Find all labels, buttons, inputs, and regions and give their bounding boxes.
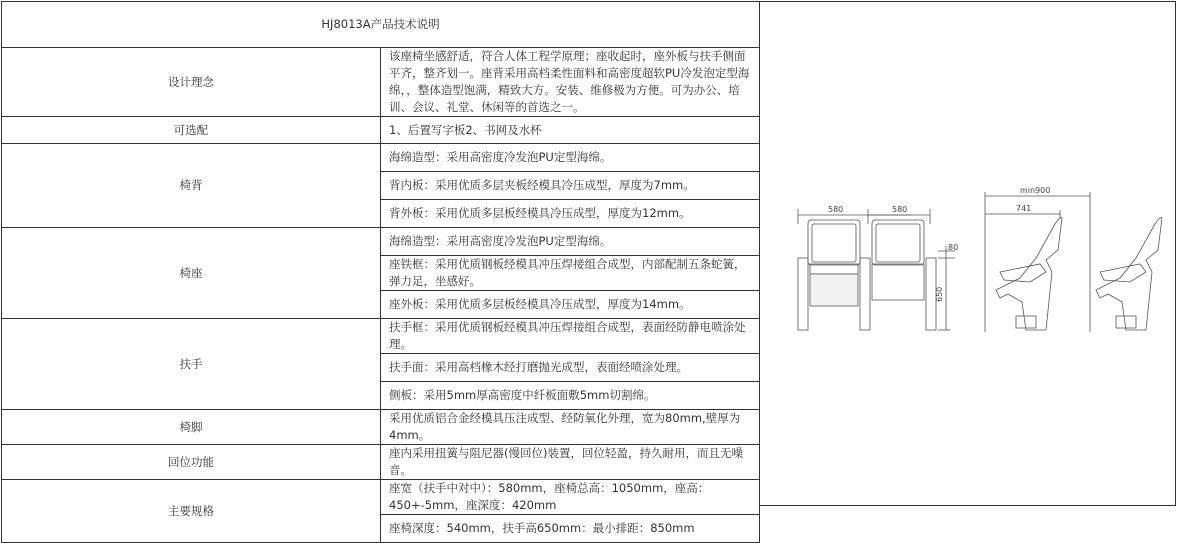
armrest-item: 扶手面：采用高档橡木经打磨抛光成型，表面经喷涂处理。 — [381, 354, 760, 382]
back-item: 背外板：采用优质多层板经模具冷压成型，厚度为12mm。 — [381, 200, 760, 228]
seat-item: 海绵造型：采用高密度冷发泡PU定型海绵。 — [381, 228, 760, 256]
armrest-label: 扶手 — [2, 319, 381, 410]
spec-table — [1, 1, 760, 543]
specs-item: 座宽（扶手中对中）：580mm，座椅总高：1050mm，座高：450+-5mm，座深度：420mm — [381, 480, 760, 515]
legs-label: 椅脚 — [2, 410, 381, 445]
side-depth: 741 — [1016, 204, 1032, 213]
front-width-left: 580 — [828, 205, 844, 214]
return-text: 座内采用扭簧与阻尼器(慢回位)装置，回位轻盈，持久耐用，而且无噪音。 — [381, 445, 760, 480]
design-text: 该座椅坐感舒适，符合人体工程学原理；座收起时，座外板与扶手侧面平齐，整齐划一。座背采用高档柔性面料和高密度超软PU冷发泡定型海绵，，整体造型饱满，精致大方。安装、维修极为方便。可为办公、培训、会议、礼堂、休闲等的首选之一。 — [381, 48, 760, 117]
page-title: HJ8013A产品技术说明 — [2, 2, 760, 48]
back-label: 椅背 — [2, 144, 381, 228]
back-item: 海绵造型：采用高密度冷发泡PU定型海绵。 — [381, 144, 760, 172]
seat-label: 椅座 — [2, 228, 381, 319]
options-label: 可选配 — [2, 117, 381, 144]
chair-drawing-panel — [760, 1, 1176, 506]
design-label: 设计理念 — [2, 48, 381, 117]
seat-item: 座外板：采用优质多层板经模具冷压成型，厚度为14mm。 — [381, 291, 760, 319]
front-height: 650 — [935, 286, 944, 302]
armrest-item: 侧板：采用5mm厚高密度中纤板面敷5mm切割绵。 — [381, 382, 760, 410]
specs-label: 主要规格 — [2, 480, 381, 543]
return-label: 回位功能 — [2, 445, 381, 480]
seat-item: 座铁框：采用优质钢板经模具冲压焊接组合成型，内部配制五条蛇簧，弹力足，坐感好。 — [381, 256, 760, 291]
specs-item: 座椅深度：540mm，扶手高650mm：最小排距：850mm — [381, 515, 760, 543]
options-text: 1、后置写字板2、书网及水杯 — [381, 117, 760, 144]
legs-text: 采用优质铝合金经模具压注成型、经防氧化外理，宽为80mm,壁厚为4mm。 — [381, 410, 760, 445]
back-item: 背内板：采用优质多层夹板经模具冷压成型，厚度为7mm。 — [381, 172, 760, 200]
side-min: min900 — [1020, 186, 1051, 195]
chair-drawing — [760, 2, 1176, 507]
front-width-right: 580 — [892, 205, 908, 214]
front-offset: 80 — [948, 243, 959, 252]
armrest-item: 扶手框：采用优质钢板经模具冲压焊接组合成型，表面经防静电喷涂处理。 — [381, 319, 760, 354]
